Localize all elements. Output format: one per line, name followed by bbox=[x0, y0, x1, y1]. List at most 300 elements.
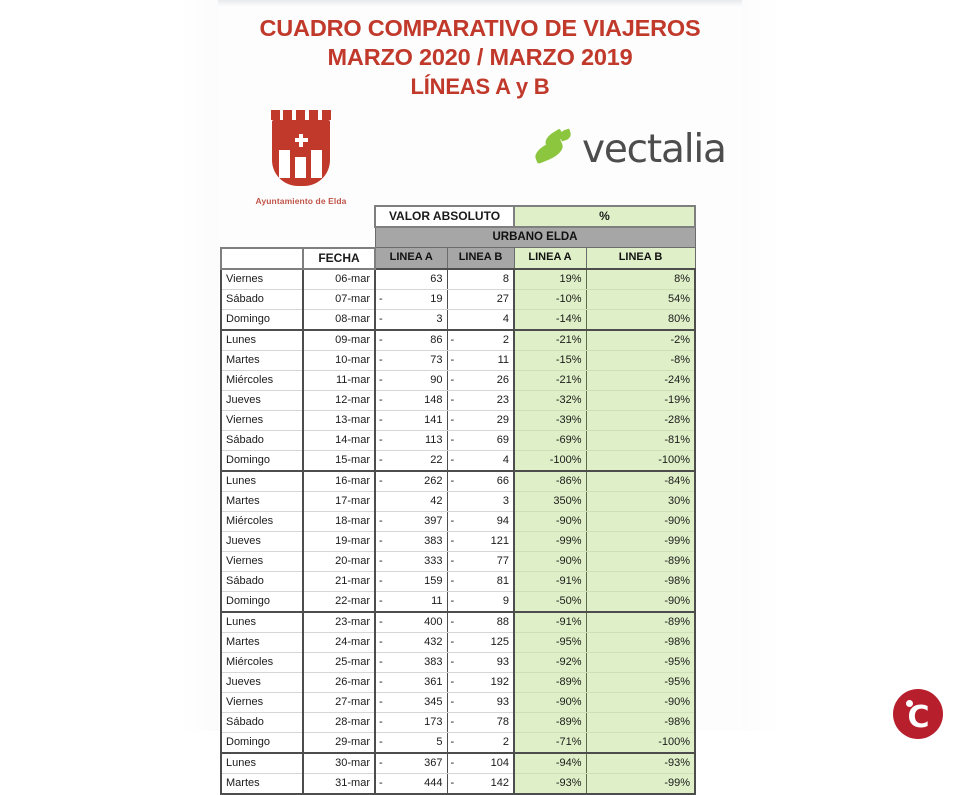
cell-abs-linea-a-value: 141 bbox=[424, 413, 443, 426]
passenger-comparison-table bbox=[220, 205, 696, 795]
page-title bbox=[218, 14, 742, 101]
table-row bbox=[221, 430, 695, 450]
cell-fecha bbox=[303, 511, 375, 531]
table-row bbox=[221, 632, 695, 652]
negative-sign: - bbox=[379, 655, 383, 668]
cell-pct-linea-b bbox=[586, 350, 695, 370]
cell-pct-linea-a-value: -71% bbox=[555, 735, 582, 748]
cell-abs-linea-b-value: 4 bbox=[502, 312, 509, 325]
cell-abs-linea-a bbox=[375, 672, 447, 692]
cell-day-value: Jueves bbox=[226, 534, 261, 547]
negative-sign: - bbox=[450, 715, 455, 728]
cell-day-value: Viernes bbox=[226, 554, 264, 567]
cell-abs-linea-a-value: 383 bbox=[424, 534, 443, 547]
cell-abs-linea-b-value: 2 bbox=[502, 333, 509, 346]
cell-fecha bbox=[303, 612, 375, 633]
cell-day bbox=[221, 571, 303, 591]
cell-abs-linea-b bbox=[447, 511, 514, 531]
cell-fecha bbox=[303, 289, 375, 309]
cell-pct-linea-b bbox=[586, 511, 695, 531]
table-row bbox=[221, 269, 695, 290]
cell-abs-linea-b bbox=[447, 612, 514, 633]
cell-pct-linea-a bbox=[514, 289, 586, 309]
crest-merlon-icon bbox=[322, 110, 331, 120]
cell-abs-linea-a-value: 400 bbox=[424, 615, 443, 628]
negative-sign: - bbox=[450, 594, 455, 607]
cell-abs-linea-b bbox=[447, 571, 514, 591]
cell-pct-linea-a-value: -90% bbox=[555, 554, 582, 567]
cell-pct-linea-b bbox=[586, 571, 695, 591]
cell-pct-linea-b-value: 80% bbox=[667, 312, 690, 325]
table-row bbox=[221, 309, 695, 330]
cell-abs-linea-b-value: 3 bbox=[502, 494, 509, 507]
negative-sign: - bbox=[379, 373, 383, 386]
crest-cross-icon bbox=[295, 138, 308, 142]
cell-day-value: Viernes bbox=[226, 272, 264, 285]
cell-fecha bbox=[303, 471, 375, 492]
cell-abs-linea-b bbox=[447, 410, 514, 430]
cell-pct-linea-b bbox=[586, 269, 695, 290]
cell-pct-linea-a-value: -93% bbox=[555, 776, 582, 789]
cell-abs-linea-a bbox=[375, 330, 447, 351]
cell-pct-linea-b bbox=[586, 531, 695, 551]
cell-fecha bbox=[303, 350, 375, 370]
table-row bbox=[221, 370, 695, 390]
cell-pct-linea-a-value: -50% bbox=[555, 594, 582, 607]
cell-pct-linea-b-value: -100% bbox=[658, 735, 690, 748]
cell-pct-linea-a bbox=[514, 531, 586, 551]
cell-pct-linea-b-value: -24% bbox=[664, 373, 690, 386]
cell-pct-linea-a bbox=[514, 612, 586, 633]
cell-abs-linea-a-value: 159 bbox=[424, 574, 443, 587]
cell-fecha bbox=[303, 712, 375, 732]
cell-day bbox=[221, 591, 303, 612]
cell-pct-linea-a bbox=[514, 350, 586, 370]
cell-abs-linea-a-value: 345 bbox=[424, 695, 443, 708]
cell-abs-linea-b bbox=[447, 591, 514, 612]
negative-sign: - bbox=[450, 735, 455, 748]
cell-abs-linea-a bbox=[375, 390, 447, 410]
table-row bbox=[221, 450, 695, 471]
cell-abs-linea-a-value: 63 bbox=[430, 272, 443, 285]
cell-abs-linea-a-value: 148 bbox=[424, 393, 443, 406]
crest-merlon-icon bbox=[309, 110, 318, 120]
cell-pct-linea-a-value: -15% bbox=[555, 353, 582, 366]
cell-abs-linea-b-value: 78 bbox=[496, 715, 509, 728]
negative-sign: - bbox=[379, 393, 383, 406]
cell-abs-linea-b-value: 104 bbox=[490, 756, 509, 769]
cell-fecha-value: 30-mar bbox=[335, 756, 370, 769]
page-left-margin bbox=[180, 0, 220, 731]
cell-fecha-value: 24-mar bbox=[335, 635, 370, 648]
cell-pct-linea-b bbox=[586, 330, 695, 351]
cell-abs-linea-a-value: 19 bbox=[430, 292, 443, 305]
cell-pct-linea-a bbox=[514, 491, 586, 511]
cell-day bbox=[221, 551, 303, 571]
table-row bbox=[221, 471, 695, 492]
cell-fecha-value: 20-mar bbox=[335, 554, 370, 567]
cell-abs-linea-a-value: 333 bbox=[424, 554, 443, 567]
cell-abs-linea-a bbox=[375, 450, 447, 471]
negative-sign: - bbox=[379, 292, 383, 305]
cell-day-value: Domingo bbox=[226, 453, 271, 466]
cell-day bbox=[221, 491, 303, 511]
negative-sign: - bbox=[379, 453, 383, 466]
cell-pct-linea-a-value: -99% bbox=[555, 534, 582, 547]
negative-sign: - bbox=[379, 312, 383, 325]
cell-pct-linea-a-value: -91% bbox=[555, 574, 582, 587]
elda-logo-caption: Ayuntamiento de Elda bbox=[255, 196, 347, 206]
cell-pct-linea-b-value: -8% bbox=[670, 353, 690, 366]
header-valor-absoluto: VALOR ABSOLUTO bbox=[375, 206, 514, 227]
cell-day-value: Martes bbox=[226, 494, 260, 507]
cell-day bbox=[221, 330, 303, 351]
cell-pct-linea-a-value: 19% bbox=[559, 272, 582, 285]
cell-fecha-value: 13-mar bbox=[335, 413, 370, 426]
cell-fecha-value: 18-mar bbox=[335, 514, 370, 527]
comparison-table-container bbox=[220, 205, 696, 795]
cell-abs-linea-a-value: 173 bbox=[424, 715, 443, 728]
cell-fecha-value: 28-mar bbox=[335, 715, 370, 728]
cell-abs-linea-b bbox=[447, 289, 514, 309]
cell-fecha-value: 11-mar bbox=[335, 373, 370, 386]
cell-day bbox=[221, 531, 303, 551]
cell-pct-linea-a-value: -92% bbox=[555, 655, 582, 668]
cell-day-value: Sábado bbox=[226, 715, 264, 728]
cell-day-value: Viernes bbox=[226, 413, 264, 426]
cell-pct-linea-b-value: 30% bbox=[667, 494, 690, 507]
cell-abs-linea-a-value: 444 bbox=[424, 776, 443, 789]
table-row bbox=[221, 612, 695, 633]
table-row bbox=[221, 511, 695, 531]
cell-abs-linea-b-value: 192 bbox=[490, 675, 509, 688]
cell-abs-linea-b bbox=[447, 732, 514, 753]
cell-abs-linea-a bbox=[375, 430, 447, 450]
negative-sign: - bbox=[379, 615, 383, 628]
cell-day-value: Domingo bbox=[226, 594, 271, 607]
cell-pct-linea-b bbox=[586, 551, 695, 571]
spacer-cell bbox=[221, 227, 303, 248]
cell-fecha-value: 31-mar bbox=[335, 776, 370, 789]
cell-pct-linea-b bbox=[586, 672, 695, 692]
cell-pct-linea-b bbox=[586, 712, 695, 732]
cell-abs-linea-b-value: 77 bbox=[496, 554, 509, 567]
cell-fecha bbox=[303, 269, 375, 290]
cell-day-value: Sábado bbox=[226, 574, 264, 587]
table-header bbox=[221, 206, 695, 269]
cell-pct-linea-b-value: -99% bbox=[664, 534, 690, 547]
cell-abs-linea-a-value: 361 bbox=[424, 675, 443, 688]
cell-day-value: Jueves bbox=[226, 393, 261, 406]
table-row bbox=[221, 753, 695, 774]
negative-sign: - bbox=[450, 776, 455, 789]
crest-merlon-icon bbox=[296, 110, 305, 120]
table-row bbox=[221, 732, 695, 753]
cell-abs-linea-b-value: 2 bbox=[502, 735, 509, 748]
spacer-cell bbox=[303, 227, 375, 248]
cell-abs-linea-a bbox=[375, 531, 447, 551]
table-row bbox=[221, 773, 695, 794]
cell-pct-linea-b bbox=[586, 289, 695, 309]
negative-sign: - bbox=[379, 554, 383, 567]
cell-fecha bbox=[303, 692, 375, 712]
cell-pct-linea-b-value: -95% bbox=[664, 655, 690, 668]
cell-pct-linea-a-value: -89% bbox=[555, 675, 582, 688]
cell-fecha-value: 26-mar bbox=[335, 675, 370, 688]
cell-abs-linea-b bbox=[447, 350, 514, 370]
header-row-columns bbox=[221, 248, 695, 269]
title-line-2: MARZO 2020 / MARZO 2019 bbox=[327, 44, 633, 70]
cell-abs-linea-b bbox=[447, 753, 514, 774]
cell-pct-linea-b bbox=[586, 692, 695, 712]
cell-abs-linea-b-value: 142 bbox=[490, 776, 509, 789]
cell-pct-linea-a-value: -89% bbox=[555, 715, 582, 728]
cell-pct-linea-b bbox=[586, 632, 695, 652]
cell-fecha bbox=[303, 672, 375, 692]
cell-abs-linea-a bbox=[375, 289, 447, 309]
cell-pct-linea-a bbox=[514, 632, 586, 652]
cell-fecha bbox=[303, 309, 375, 330]
column-header-pct-linea-a: LINEA A bbox=[514, 248, 586, 269]
cell-pct-linea-b-value: -90% bbox=[664, 514, 690, 527]
cell-day bbox=[221, 450, 303, 471]
cell-pct-linea-b-value: -95% bbox=[664, 675, 690, 688]
cell-abs-linea-a bbox=[375, 712, 447, 732]
cell-pct-linea-a bbox=[514, 390, 586, 410]
cell-abs-linea-b bbox=[447, 430, 514, 450]
cell-pct-linea-b bbox=[586, 309, 695, 330]
cell-fecha-value: 16-mar bbox=[335, 474, 370, 487]
cell-pct-linea-a bbox=[514, 410, 586, 430]
negative-sign: - bbox=[379, 433, 383, 446]
cell-fecha-value: 12-mar bbox=[335, 393, 370, 406]
cell-abs-linea-a-value: 90 bbox=[430, 373, 443, 386]
cell-abs-linea-b bbox=[447, 309, 514, 330]
cell-day-value: Sábado bbox=[226, 292, 264, 305]
cell-pct-linea-a-value: -21% bbox=[555, 333, 582, 346]
cell-pct-linea-b bbox=[586, 390, 695, 410]
cell-pct-linea-a bbox=[514, 471, 586, 492]
negative-sign: - bbox=[379, 333, 383, 346]
cell-pct-linea-a bbox=[514, 511, 586, 531]
cell-abs-linea-a bbox=[375, 491, 447, 511]
cell-fecha bbox=[303, 551, 375, 571]
header-row-section bbox=[221, 227, 695, 248]
cell-pct-linea-b-value: -93% bbox=[664, 756, 690, 769]
cell-abs-linea-a bbox=[375, 269, 447, 290]
cell-day-value: Lunes bbox=[226, 474, 256, 487]
negative-sign: - bbox=[379, 635, 383, 648]
elda-crest-icon bbox=[262, 110, 340, 192]
cell-fecha-value: 22-mar bbox=[335, 594, 370, 607]
cell-pct-linea-a bbox=[514, 430, 586, 450]
negative-sign: - bbox=[450, 514, 455, 527]
cell-abs-linea-b bbox=[447, 370, 514, 390]
cell-fecha-value: 17-mar bbox=[335, 494, 370, 507]
negative-sign: - bbox=[379, 695, 383, 708]
cell-pct-linea-a bbox=[514, 330, 586, 351]
title-line-3: LÍNEAS A y B bbox=[410, 74, 550, 99]
cell-abs-linea-b bbox=[447, 330, 514, 351]
cell-fecha bbox=[303, 632, 375, 652]
cell-abs-linea-a bbox=[375, 612, 447, 633]
cell-abs-linea-a bbox=[375, 370, 447, 390]
crest-tower-icon bbox=[295, 157, 306, 178]
negative-sign: - bbox=[379, 514, 383, 527]
table-row bbox=[221, 672, 695, 692]
negative-sign: - bbox=[450, 353, 455, 366]
cell-pct-linea-b-value: -100% bbox=[658, 453, 690, 466]
cell-abs-linea-b bbox=[447, 450, 514, 471]
cell-day-value: Miércoles bbox=[226, 655, 274, 668]
table-row bbox=[221, 330, 695, 351]
cell-abs-linea-b-value: 8 bbox=[502, 272, 509, 285]
cell-pct-linea-a bbox=[514, 773, 586, 794]
negative-sign: - bbox=[379, 776, 383, 789]
table-row bbox=[221, 491, 695, 511]
cell-fecha bbox=[303, 732, 375, 753]
cell-day bbox=[221, 773, 303, 794]
cell-fecha bbox=[303, 773, 375, 794]
negative-sign: - bbox=[450, 373, 455, 386]
cell-abs-linea-b-value: 69 bbox=[496, 433, 509, 446]
cell-abs-linea-b-value: 94 bbox=[496, 514, 509, 527]
cell-fecha bbox=[303, 753, 375, 774]
cell-pct-linea-a-value: -94% bbox=[555, 756, 582, 769]
cell-day bbox=[221, 732, 303, 753]
header-percent: % bbox=[514, 206, 695, 227]
negative-sign: - bbox=[379, 594, 383, 607]
crest-shield-icon bbox=[272, 120, 330, 186]
cell-day bbox=[221, 712, 303, 732]
negative-sign: - bbox=[450, 675, 455, 688]
cell-abs-linea-a-value: 113 bbox=[424, 433, 443, 446]
cell-abs-linea-a-value: 397 bbox=[424, 514, 443, 527]
vectalia-logo bbox=[534, 128, 730, 174]
cell-day bbox=[221, 430, 303, 450]
cell-fecha-value: 09-mar bbox=[335, 333, 370, 346]
cell-abs-linea-b-value: 23 bbox=[496, 393, 509, 406]
cell-abs-linea-a-value: 11 bbox=[431, 594, 443, 607]
cell-day-value: Martes bbox=[226, 635, 260, 648]
cell-pct-linea-b-value: -81% bbox=[664, 433, 690, 446]
cell-day-value: Lunes bbox=[226, 615, 256, 628]
spacer-cell bbox=[221, 206, 303, 227]
cell-abs-linea-b bbox=[447, 692, 514, 712]
cell-day-value: Domingo bbox=[226, 312, 271, 325]
cell-day bbox=[221, 672, 303, 692]
negative-sign: - bbox=[450, 574, 455, 587]
column-header-abs-linea-a: LINEA A bbox=[375, 248, 447, 269]
cell-abs-linea-b-value: 81 bbox=[496, 574, 509, 587]
cell-pct-linea-a bbox=[514, 753, 586, 774]
cell-fecha-value: 06-mar bbox=[335, 272, 370, 285]
cell-pct-linea-b bbox=[586, 410, 695, 430]
table-row bbox=[221, 692, 695, 712]
ic-watermark-logo bbox=[893, 689, 943, 739]
cell-abs-linea-b-value: 29 bbox=[496, 413, 509, 426]
negative-sign: - bbox=[450, 615, 455, 628]
column-header-fecha: FECHA bbox=[303, 248, 375, 269]
vectalia-leaf-icon bbox=[534, 130, 578, 170]
cell-fecha-value: 15-mar bbox=[335, 453, 370, 466]
table-row bbox=[221, 652, 695, 672]
cell-pct-linea-b-value: -2% bbox=[670, 333, 690, 346]
cell-fecha-value: 19-mar bbox=[335, 534, 370, 547]
cell-fecha bbox=[303, 652, 375, 672]
cell-abs-linea-b-value: 93 bbox=[496, 655, 509, 668]
column-header-day bbox=[221, 248, 303, 269]
cell-pct-linea-a bbox=[514, 269, 586, 290]
cell-pct-linea-a-value: -21% bbox=[555, 373, 582, 386]
cell-pct-linea-a-value: -90% bbox=[555, 695, 582, 708]
cell-pct-linea-b-value: -28% bbox=[664, 413, 690, 426]
negative-sign: - bbox=[379, 735, 383, 748]
cell-abs-linea-b bbox=[447, 773, 514, 794]
cell-day bbox=[221, 390, 303, 410]
cell-pct-linea-b-value: -89% bbox=[664, 554, 690, 567]
negative-sign: - bbox=[379, 574, 383, 587]
cell-pct-linea-a bbox=[514, 732, 586, 753]
cell-abs-linea-a bbox=[375, 652, 447, 672]
cell-pct-linea-a bbox=[514, 591, 586, 612]
cell-fecha bbox=[303, 390, 375, 410]
negative-sign: - bbox=[379, 534, 383, 547]
cell-pct-linea-a-value: -95% bbox=[555, 635, 582, 648]
cell-abs-linea-b-value: 121 bbox=[490, 534, 509, 547]
cell-abs-linea-b bbox=[447, 712, 514, 732]
cell-abs-linea-a-value: 22 bbox=[430, 453, 443, 466]
cell-abs-linea-b bbox=[447, 491, 514, 511]
cell-abs-linea-b bbox=[447, 652, 514, 672]
elda-coat-of-arms-logo bbox=[255, 110, 347, 212]
cell-day bbox=[221, 269, 303, 290]
cell-abs-linea-a-value: 5 bbox=[436, 735, 443, 748]
cell-day-value: Miércoles bbox=[226, 514, 274, 527]
cell-abs-linea-a bbox=[375, 753, 447, 774]
negative-sign: - bbox=[379, 413, 383, 426]
cell-day-value: Martes bbox=[226, 776, 260, 789]
cell-pct-linea-b-value: -90% bbox=[664, 594, 690, 607]
cell-abs-linea-b-value: 93 bbox=[496, 695, 509, 708]
cell-abs-linea-a bbox=[375, 692, 447, 712]
cell-fecha bbox=[303, 450, 375, 471]
cell-abs-linea-b bbox=[447, 551, 514, 571]
cell-day bbox=[221, 309, 303, 330]
table-body bbox=[221, 269, 695, 794]
cell-pct-linea-b bbox=[586, 612, 695, 633]
cell-abs-linea-a bbox=[375, 773, 447, 794]
cell-fecha bbox=[303, 591, 375, 612]
table-row bbox=[221, 289, 695, 309]
cell-fecha-value: 21-mar bbox=[335, 574, 370, 587]
spacer-cell bbox=[303, 206, 375, 227]
negative-sign: - bbox=[450, 635, 455, 648]
cell-fecha-value: 25-mar bbox=[335, 655, 370, 668]
cell-pct-linea-a bbox=[514, 672, 586, 692]
cell-pct-linea-b bbox=[586, 591, 695, 612]
crest-tower-icon bbox=[279, 150, 290, 178]
cell-abs-linea-b bbox=[447, 390, 514, 410]
negative-sign: - bbox=[379, 715, 383, 728]
cell-fecha bbox=[303, 410, 375, 430]
negative-sign: - bbox=[450, 393, 455, 406]
negative-sign: - bbox=[379, 353, 383, 366]
table-row bbox=[221, 350, 695, 370]
cell-pct-linea-b bbox=[586, 450, 695, 471]
cell-abs-linea-b-value: 88 bbox=[496, 615, 509, 628]
cell-fecha bbox=[303, 430, 375, 450]
